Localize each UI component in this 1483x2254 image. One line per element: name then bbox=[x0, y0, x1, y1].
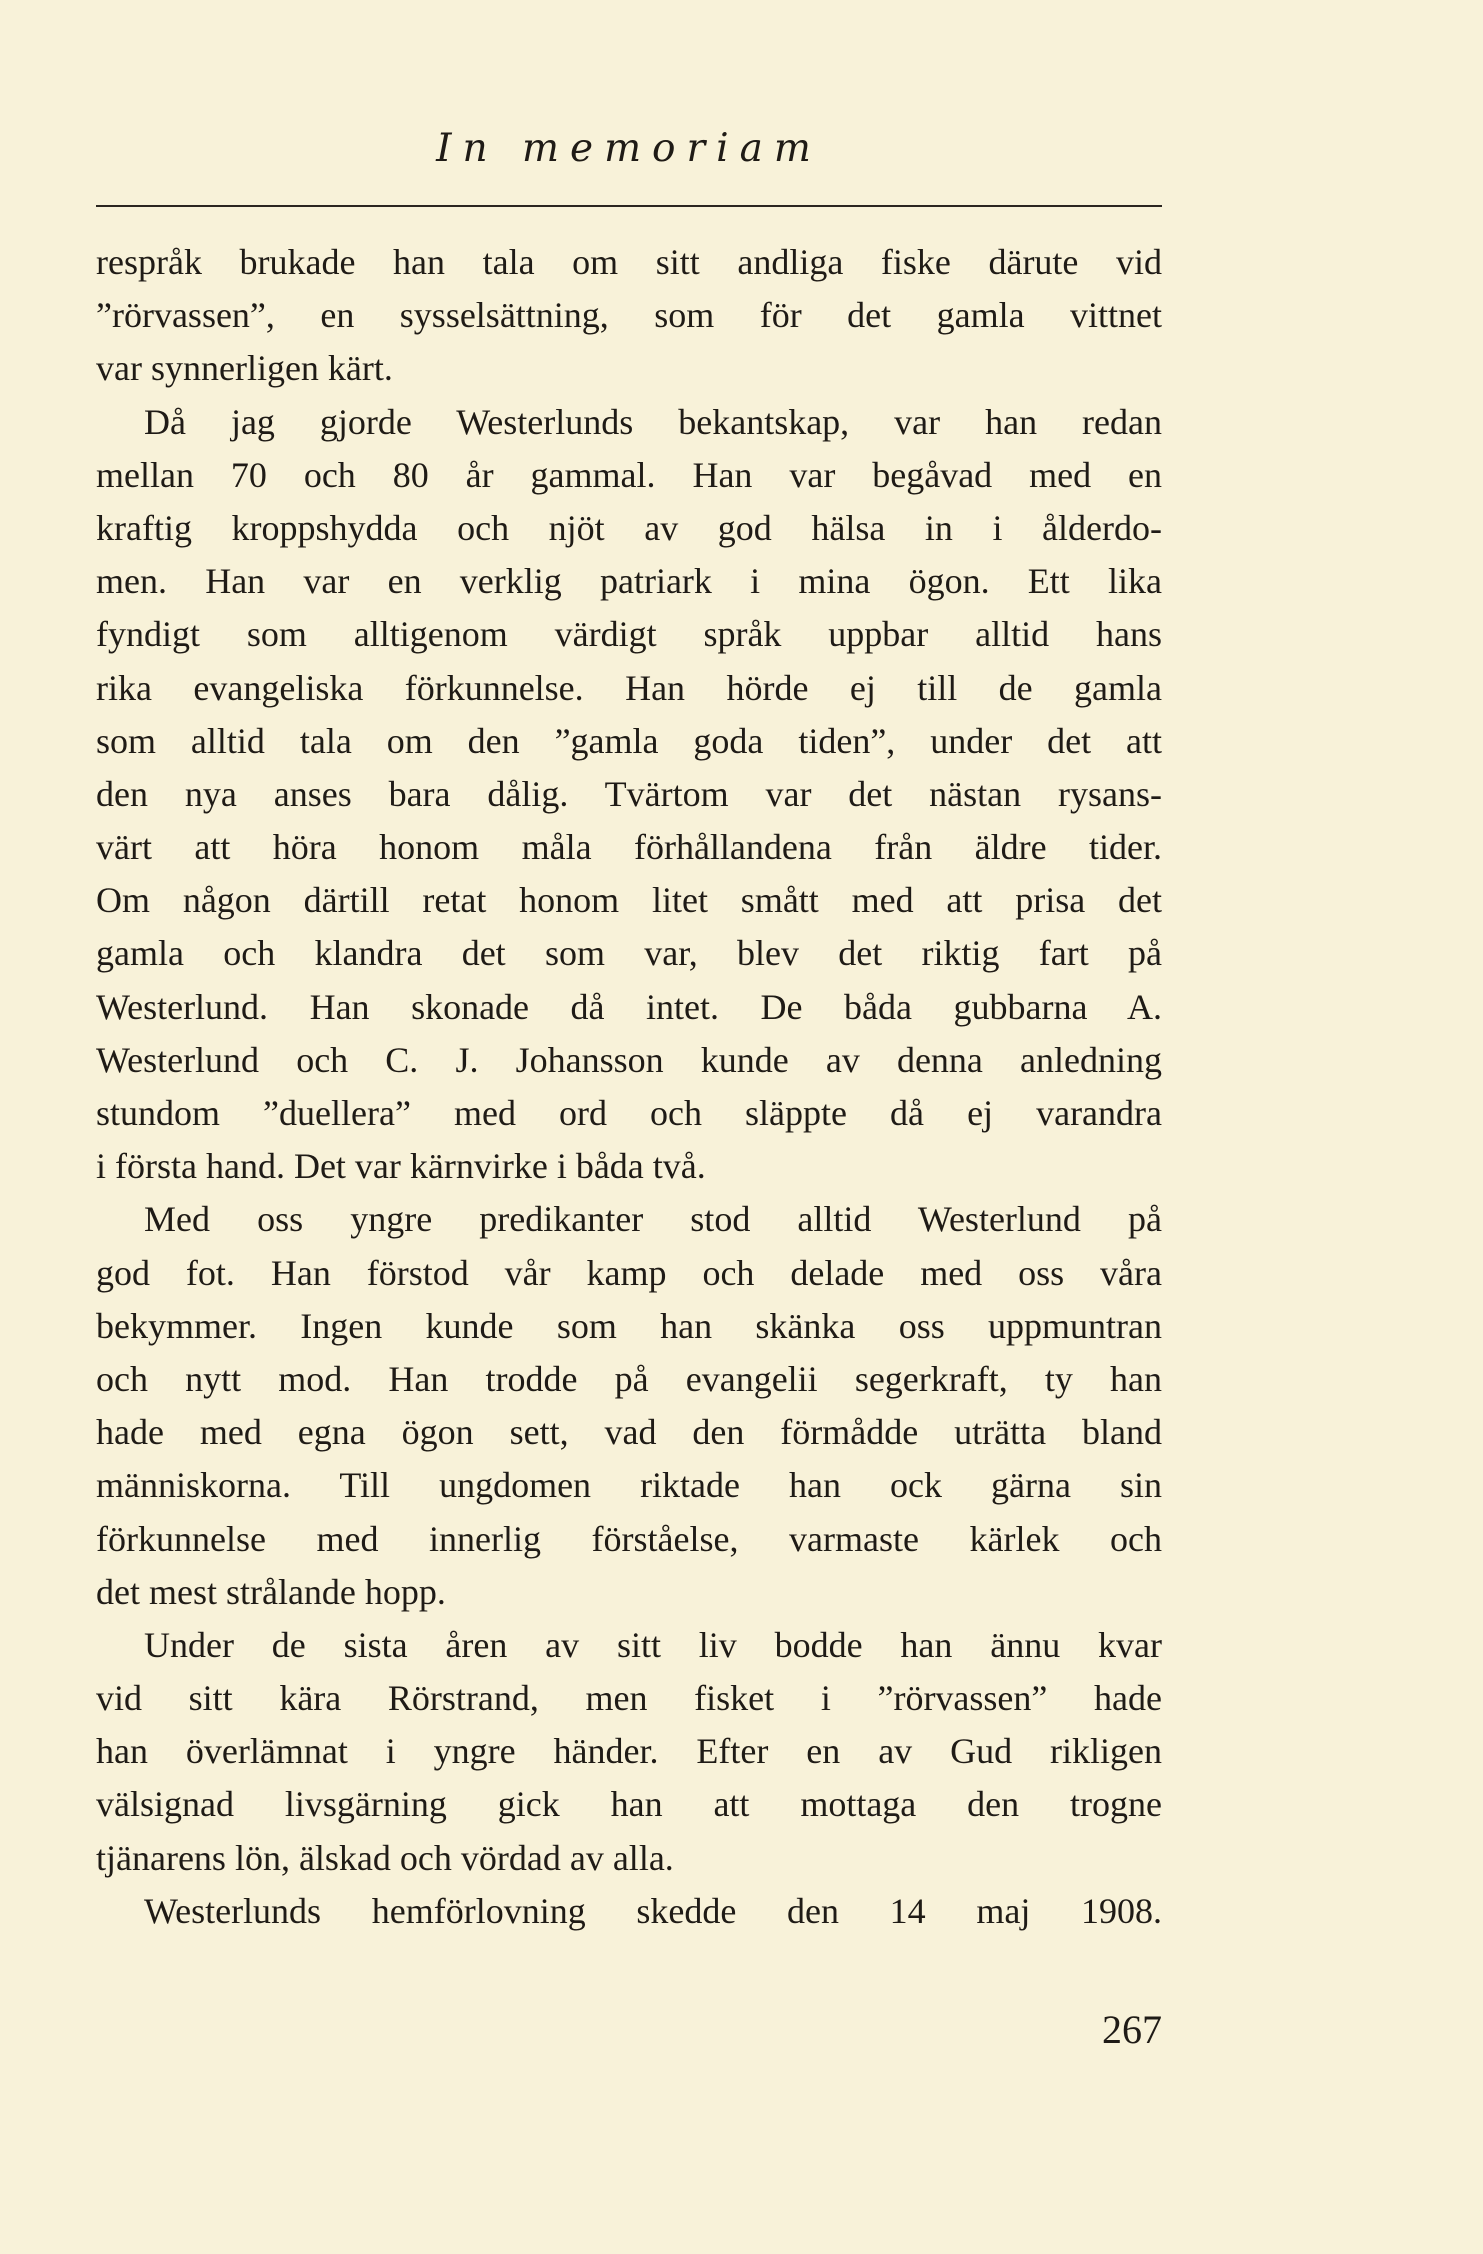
text-line: vid sitt kära Rörstrand, men fisket i ”rörvassen” hade bbox=[96, 1678, 1162, 1719]
text-line: Med oss yngre predikanter stod alltid Westerlund på bbox=[144, 1199, 1162, 1240]
text-line: god fot. Han förstod vår kamp och delade med oss våra bbox=[96, 1252, 1162, 1293]
text-line: Westerlunds hemförlovning skedde den 14 maj 1908. bbox=[144, 1890, 1162, 1931]
text-line: stundom ”duellera” med ord och släppte då ej varandra bbox=[96, 1093, 1162, 1133]
text-line: mellan 70 och 80 år gammal. Han var begåvad med en bbox=[96, 454, 1162, 495]
text-line: människorna. Till ungdomen riktade han ock gärna sin bbox=[96, 1465, 1162, 1506]
text-line: respråk brukade han tala om sitt andliga fiske därute vid bbox=[96, 242, 1162, 282]
text-line: rika evangeliska förkunnelse. Han hörde ej till de gamla bbox=[96, 667, 1162, 708]
text-line: Om någon därtill retat honom litet smått med att prisa det bbox=[96, 880, 1162, 921]
text-line: ”rörvassen”, en sysselsättning, som för det gamla vittnet bbox=[96, 295, 1162, 336]
running-head: In memoriam bbox=[436, 126, 822, 171]
text-line: hade med egna ögon sett, vad den förmådde uträtta bland bbox=[96, 1412, 1162, 1453]
text-line: tjänarens lön, älskad och vördad av alla. bbox=[96, 1837, 674, 1878]
page-number: 267 bbox=[1102, 2007, 1162, 2052]
text-line: i första hand. Det var kärnvirke i båda två. bbox=[96, 1146, 706, 1187]
text-line: han överlämnat i yngre händer. Efter en av Gud rikligen bbox=[96, 1731, 1162, 1772]
text-line: värt att höra honom måla förhållandena från äldre tider. bbox=[96, 827, 1162, 868]
body-text bbox=[96, 236, 1162, 1938]
text-line: Då jag gjorde Westerlunds bekantskap, var han redan bbox=[144, 401, 1162, 442]
text-line: Westerlund och C. J. Johansson kunde av denna anledning bbox=[96, 1039, 1162, 1080]
text-line: den nya anses bara dålig. Tvärtom var det nästan rysans- bbox=[96, 773, 1162, 814]
text-line: bekymmer. Ingen kunde som han skänka oss uppmuntran bbox=[96, 1305, 1162, 1346]
text-line: gamla och klandra det som var, blev det riktig fart på bbox=[96, 933, 1162, 974]
text-line: Under de sista åren av sitt liv bodde han ännu kvar bbox=[144, 1624, 1162, 1665]
text-line: förkunnelse med innerlig förståelse, varmaste kärlek och bbox=[96, 1518, 1162, 1559]
text-line: som alltid tala om den ”gamla goda tiden”, under det att bbox=[96, 720, 1162, 761]
text-line: välsignad livsgärning gick han att mottaga den trogne bbox=[96, 1784, 1162, 1825]
text-line: det mest strålande hopp. bbox=[96, 1571, 446, 1612]
text-line: Westerlund. Han skonade då intet. De båda gubbarna A. bbox=[96, 986, 1162, 1027]
header-rule bbox=[96, 205, 1162, 207]
text-line: fyndigt som alltigenom värdigt språk uppbar alltid hans bbox=[96, 614, 1162, 655]
text-line: och nytt mod. Han trodde på evangelii segerkraft, ty han bbox=[96, 1358, 1162, 1399]
text-line: var synnerligen kärt. bbox=[96, 348, 393, 389]
text-line: men. Han var en verklig patriark i mina ögon. Ett lika bbox=[96, 561, 1162, 602]
text-line: kraftig kroppshydda och njöt av god hälsa in i ålderdo- bbox=[96, 507, 1162, 548]
